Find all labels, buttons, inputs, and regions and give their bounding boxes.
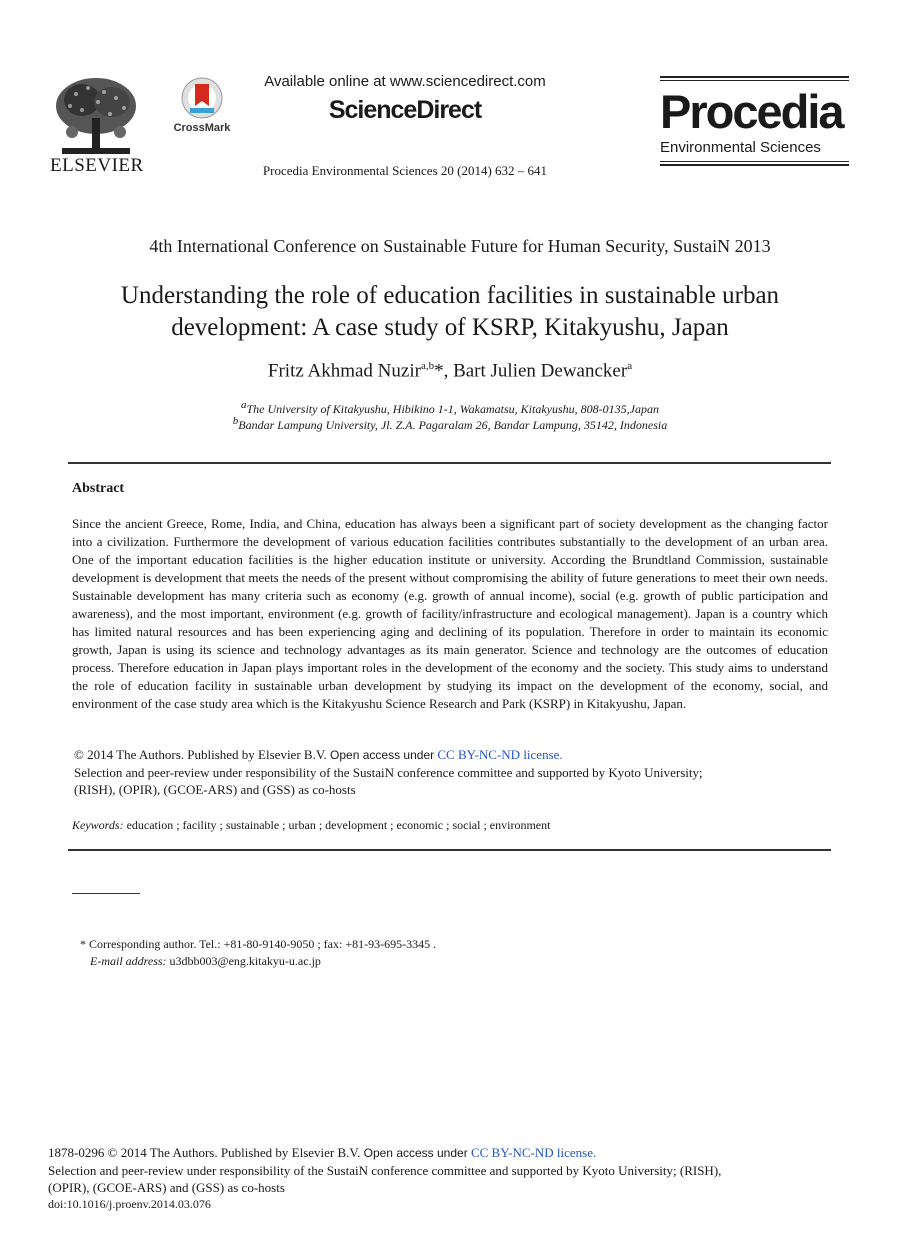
affiliation-text: Bandar Lampung University, Jl. Z.A. Pagaralam 26, Bandar Lampung, 35142, Indonesia [238,418,668,432]
affiliation-b [60,415,840,433]
procedia-subtitle: Environmental Sciences [660,139,821,156]
copyright-line-2: Selection and peer-review under responsibility of the SustaiN conference committee and supported by Kyoto University; [74,765,703,780]
footnote [80,936,436,970]
copyright-line-3: (RISH), (OPIR), (GCOE-ARS) and (GSS) as co-hosts [74,782,356,797]
section-rule-bottom [68,849,831,851]
paper-title [60,280,840,344]
author-list [60,360,840,382]
license-link[interactable]: CC BY-NC-ND license. [437,747,563,762]
elsevier-tree-icon [52,74,140,156]
logo-rule-bottom-thick [660,164,849,166]
logo-rule-top [660,76,849,78]
conference-name: 4th International Conference on Sustainable Future for Human Security, SustaiN 2013 [149,236,771,256]
email-address[interactable]: u3dbb003@eng.kitakyu-u.ac.jp [169,954,321,968]
elsevier-wordmark: ELSEVIER [50,155,144,176]
footer-open-access: Open access under [363,1146,468,1160]
affiliation-text: The University of Kitakyushu, Hibikino 1-1, Wakamatsu, Kitakyushu, 808-0135,Japan [246,402,659,416]
journal-reference: Procedia Environmental Sciences 20 (2014) 632 – 641 [262,163,548,178]
footer-line-3: (OPIR), (GCOE-ARS) and (GSS) as co-hosts [48,1180,285,1195]
keywords-text: education ; facility ; sustainable ; urban ; development ; economic ; social ; environment [126,818,551,832]
abstract-heading: Abstract [72,481,125,496]
logo-rule-top-thin [660,80,849,81]
page-footer [48,1144,838,1213]
footer-license-link[interactable]: CC BY-NC-ND license. [470,1145,597,1160]
footer-line-1 [48,1144,838,1162]
available-online-text: Available online at www.sciencedirect.com [264,73,546,90]
author-name: Fritz Akhmad Nuzir [267,360,421,382]
section-rule-top [68,462,831,464]
author-affiliation-mark: a,b [420,360,435,372]
email-line [80,953,436,970]
keywords-label: Keywords: [72,818,124,832]
affiliation-mark: b [232,415,239,427]
sciencedirect-wordmark: ScienceDirect [328,96,482,124]
corresponding-author: * Corresponding author. Tel.: +81-80-9140-9050 ; fax: +81-93-695-3345 . [80,937,437,951]
footer-copyright: 1878-0296 © 2014 The Authors. Published by Elsevier B.V. [48,1145,361,1160]
keywords [72,818,550,833]
author-name: Bart Julien Dewancker [453,360,628,382]
copyright-text: © 2014 The Authors. Published by Elsevier B.V. [74,747,327,762]
title-line-2: development: A case study of KSRP, Kitakyushu, Japan [171,314,729,341]
crossmark-badge[interactable] [170,76,234,134]
logo-rule-bottom [660,161,849,162]
copyright-line-1 [74,746,814,764]
crossmark-label: CrossMark [173,122,231,134]
doi[interactable]: doi:10.1016/j.proenv.2014.03.076 [48,1197,211,1211]
crossmark-icon [180,76,224,120]
footer-line-2: Selection and peer-review under responsibility of the SustaiN conference committee and supported by Kyoto University; (RISH), [48,1163,722,1178]
affiliation-mark: a [240,399,247,411]
elsevier-logo [50,74,142,176]
copyright-notice [74,746,814,798]
corresponding-mark: *, [434,360,454,382]
email-label: E-mail address: [90,954,167,968]
author-affiliation-mark: a [627,360,633,372]
open-access-text: Open access under [330,748,435,762]
procedia-wordmark: Procedia [660,85,843,138]
title-line-1: Understanding the role of education facilities in sustainable urban [120,282,780,309]
procedia-logo [660,76,849,166]
footnote-rule [72,893,140,894]
abstract-body: Since the ancient Greece, Rome, India, and China, education has always been a significant part of society development as the changing factor into a civilization. Furthermore the development of various education facilities contributes substantially to the development of an urban area. One of the important education facilities is the higher education institute or university. According the Brundtland Commission, sustainable development is development that meets the needs of the present without compromising the ability of future generations to meet their own needs. Sustainable development has many criteria such as economy (e.g. growth of annual income), social (e.g. growth of public participation and awareness), and the most important, environment (e.g. growth of facility/infrastructure and ecological management). Japan is a country which has limited natural resources and has been experiencing aging and declining of its population. Therefore in order to maintain its economic growth, Japan is using its science and technology advantages as its main generator. Science and technology are the outcomes of education process. Therefore education in Japan plays important roles in the development of the economy and the society. This study aims to understand the role of education facility in sustainable urban development by studying its impact on the development of the economy, social, and environment of the case study area which is the Kitakyushu Science Research and Park (KSRP) in Kitakyushu, Japan. [72,516,828,711]
